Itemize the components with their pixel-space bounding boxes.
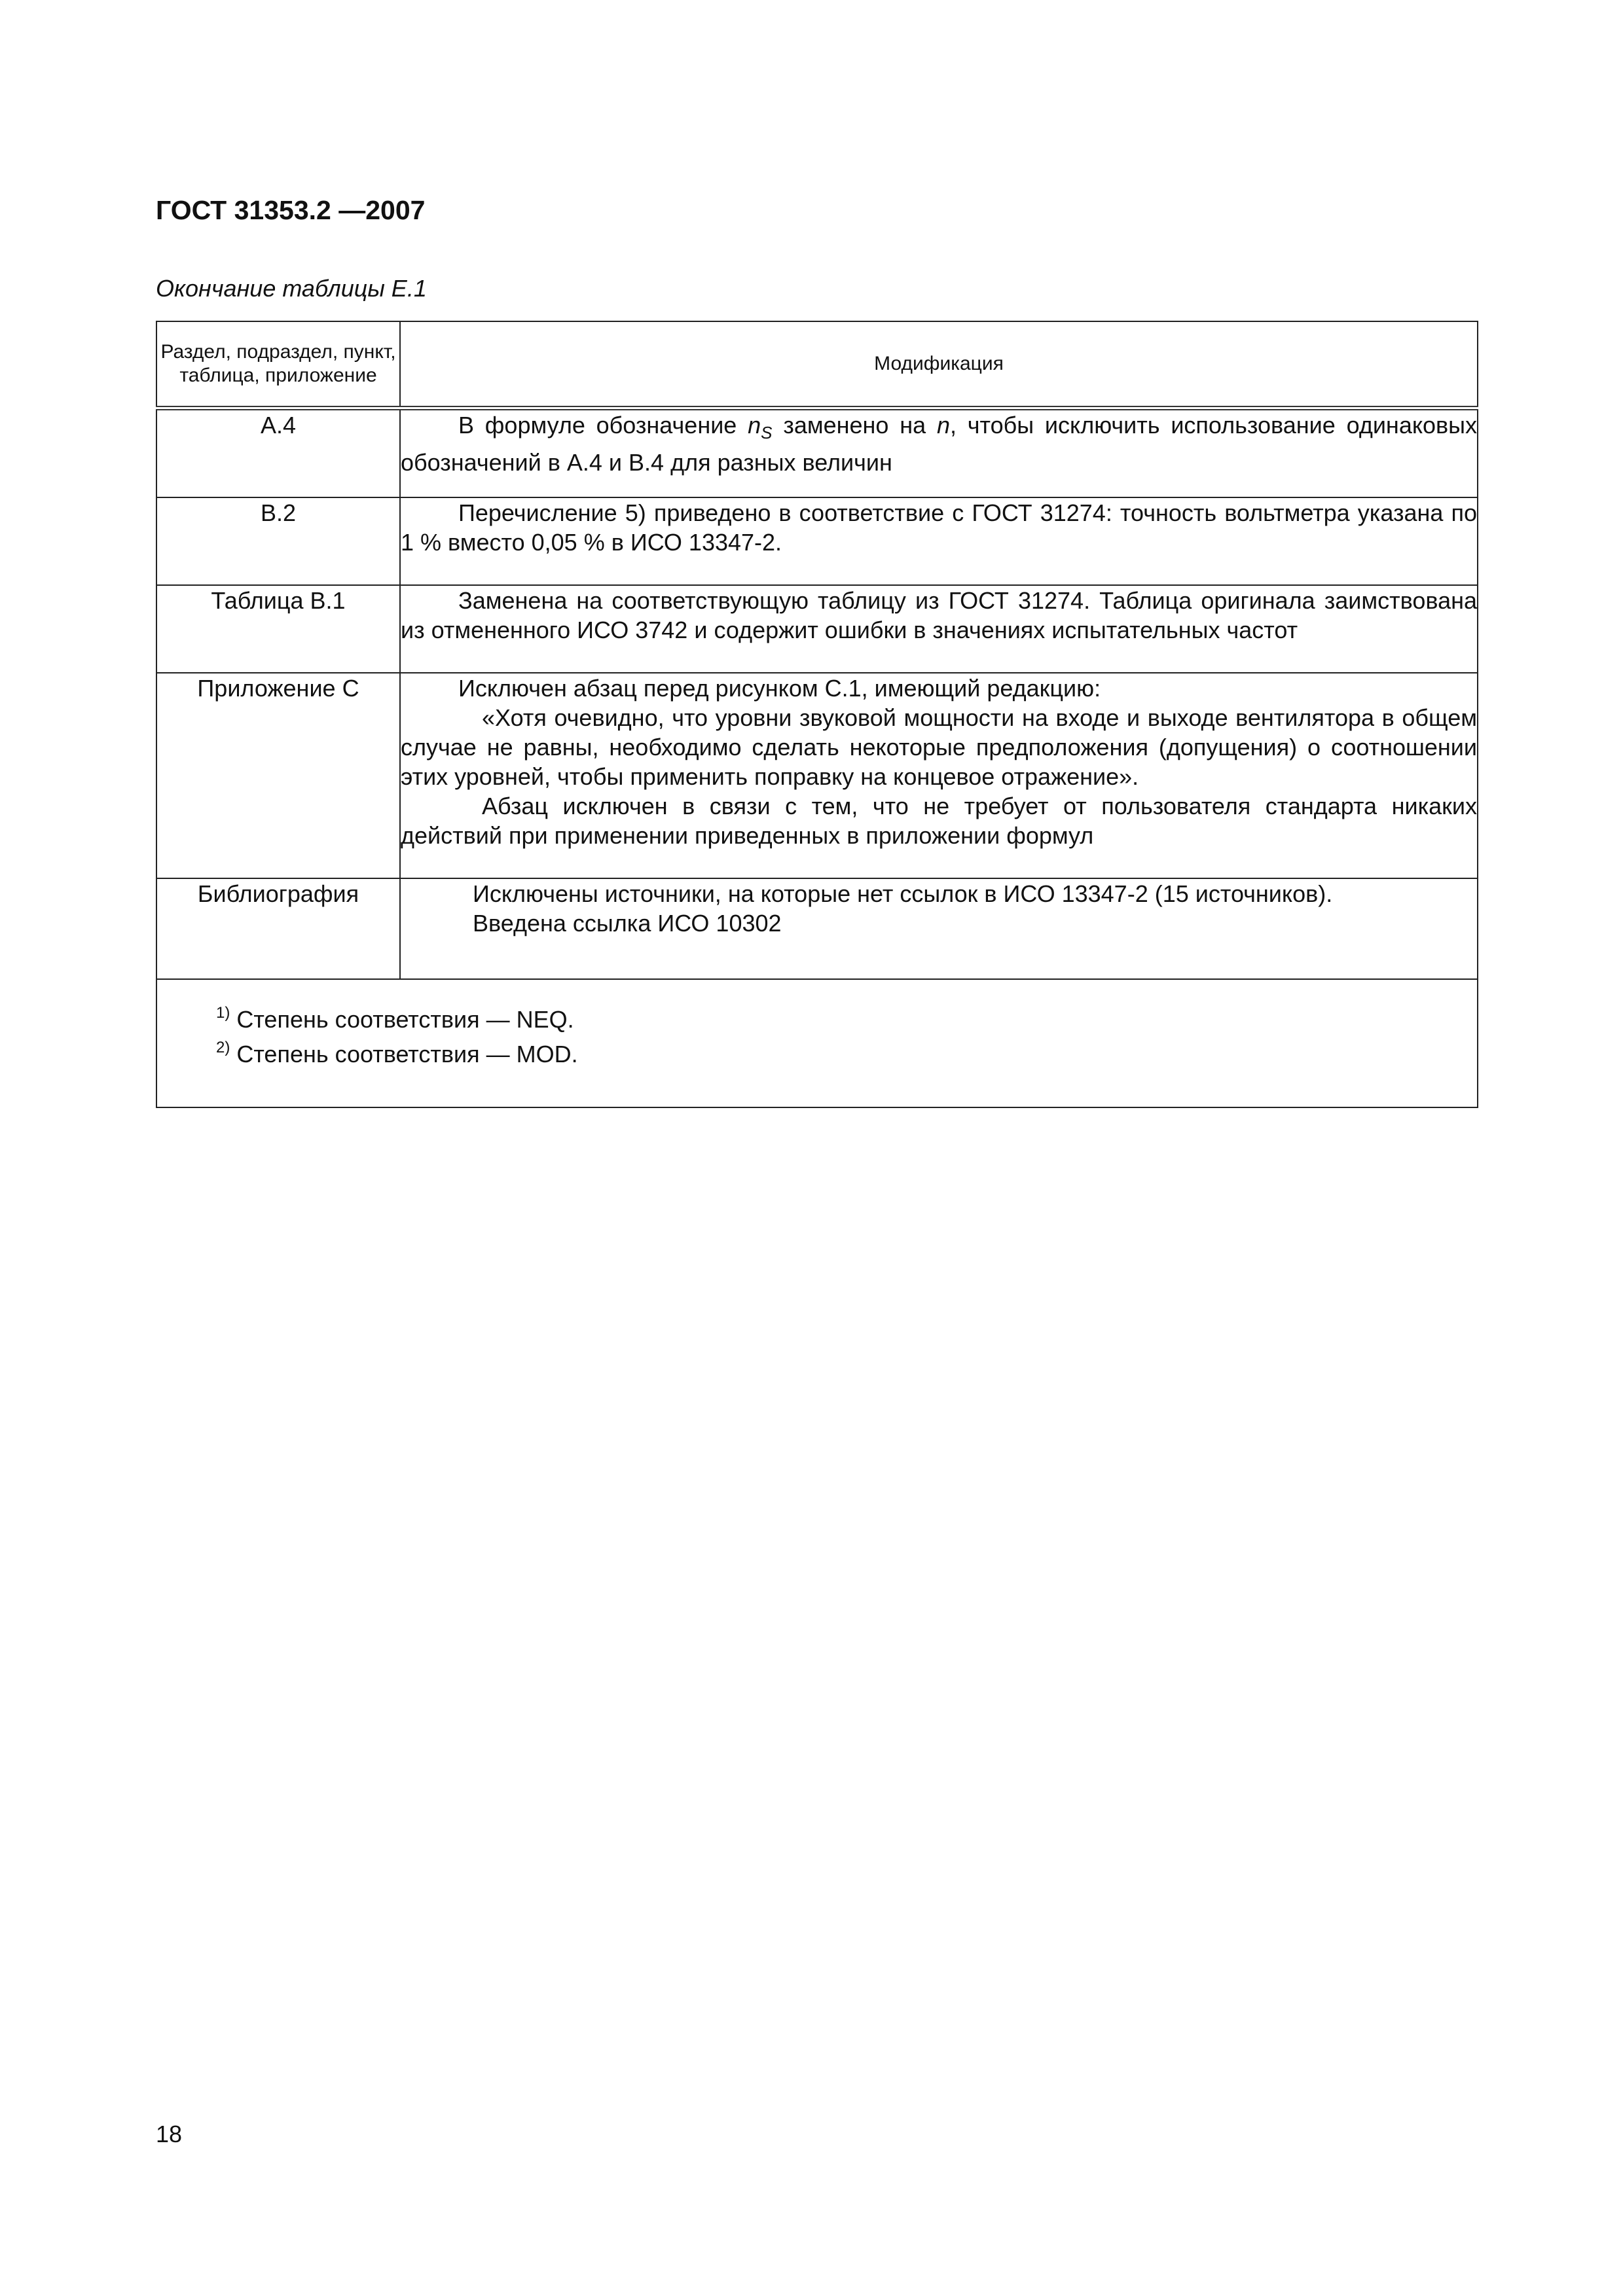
footnote-text: Степень соответствия — NEQ. <box>230 1006 574 1033</box>
section-cell: Библиография <box>156 878 400 979</box>
modification-text: Заменена на соответствующую таблицу из ГОСТ 31274. Таблица оригинала заимствована из отмененного ИСО 3742 и содержит ошибки в значениях испытательных частот <box>401 587 1477 643</box>
table-body <box>156 408 1478 1108</box>
variable-n-replacement: n <box>936 412 950 439</box>
section-cell: В.2 <box>156 497 400 585</box>
modification-text: Перечисление 5) приведено в соответствие с ГОСТ 31274: точность вольтметра указана по 1 % вместо 0,05 % в ИСО 13347-2. <box>401 499 1477 556</box>
modification-text-mid: заменено на <box>772 412 937 439</box>
modification-cell <box>400 408 1478 498</box>
modification-cell <box>400 497 1478 585</box>
modification-column-header: Модификация <box>400 321 1478 408</box>
modification-paragraph: Исключены источники, на которые нет ссылок в ИСО 13347-2 (15 источников). <box>473 880 1333 907</box>
footnote <box>216 1034 1477 1069</box>
modification-paragraph: Абзац исключен в связи с тем, что не требует от пользователя стандарта никаких действий при применении приведенных в приложении формул <box>401 793 1477 849</box>
modification-paragraph: Исключен абзац перед рисунком С.1, имеющий редакцию: <box>458 675 1101 702</box>
table-row <box>156 408 1478 498</box>
modification-cell <box>400 673 1478 878</box>
modification-cell <box>400 878 1478 979</box>
footnote <box>216 999 1477 1034</box>
table-row <box>156 497 1478 585</box>
table-row <box>156 585 1478 673</box>
table-row <box>156 878 1478 979</box>
footnotes-row <box>156 979 1478 1107</box>
modification-paragraph: Введена ссылка ИСО 10302 <box>473 910 782 937</box>
table-caption: Окончание таблицы Е.1 <box>156 275 427 302</box>
variable-n: n <box>748 412 761 439</box>
footnote-marker: 2) <box>216 1039 230 1056</box>
quoted-paragraph: «Хотя очевидно, что уровни звуковой мощности на входе и выходе вентилятора в общем случае не равны, необходимо сделать некоторые предположения (допущения) о соотношении этих уровней, чтобы применить поправку на концевое отражение». <box>401 704 1477 790</box>
table-row <box>156 673 1478 878</box>
modification-text-start: В формуле обозначение <box>458 412 748 439</box>
section-column-header: Раздел, подраздел, пункт, таблица, приложение <box>156 321 400 408</box>
modifications-table <box>156 321 1478 1108</box>
document-standard-id: ГОСТ 31353.2 —2007 <box>156 195 426 225</box>
modification-text <box>401 410 1477 477</box>
footnote-marker: 1) <box>216 1004 230 1022</box>
modification-cell <box>400 585 1478 673</box>
page-number: 18 <box>156 2121 183 2147</box>
section-cell: А.4 <box>156 408 400 498</box>
table-header <box>156 321 1478 408</box>
variable-subscript: S <box>761 423 773 442</box>
footnotes-cell <box>156 979 1478 1107</box>
modification-text-end: , чтобы исключить использование одинаковых обозначений в А.4 и В.4 для разных величин <box>401 412 1478 476</box>
footnote-text: Степень соответствия — MOD. <box>230 1041 578 1067</box>
table-header-row <box>156 321 1478 408</box>
section-cell: Приложение С <box>156 673 400 878</box>
section-cell: Таблица В.1 <box>156 585 400 673</box>
